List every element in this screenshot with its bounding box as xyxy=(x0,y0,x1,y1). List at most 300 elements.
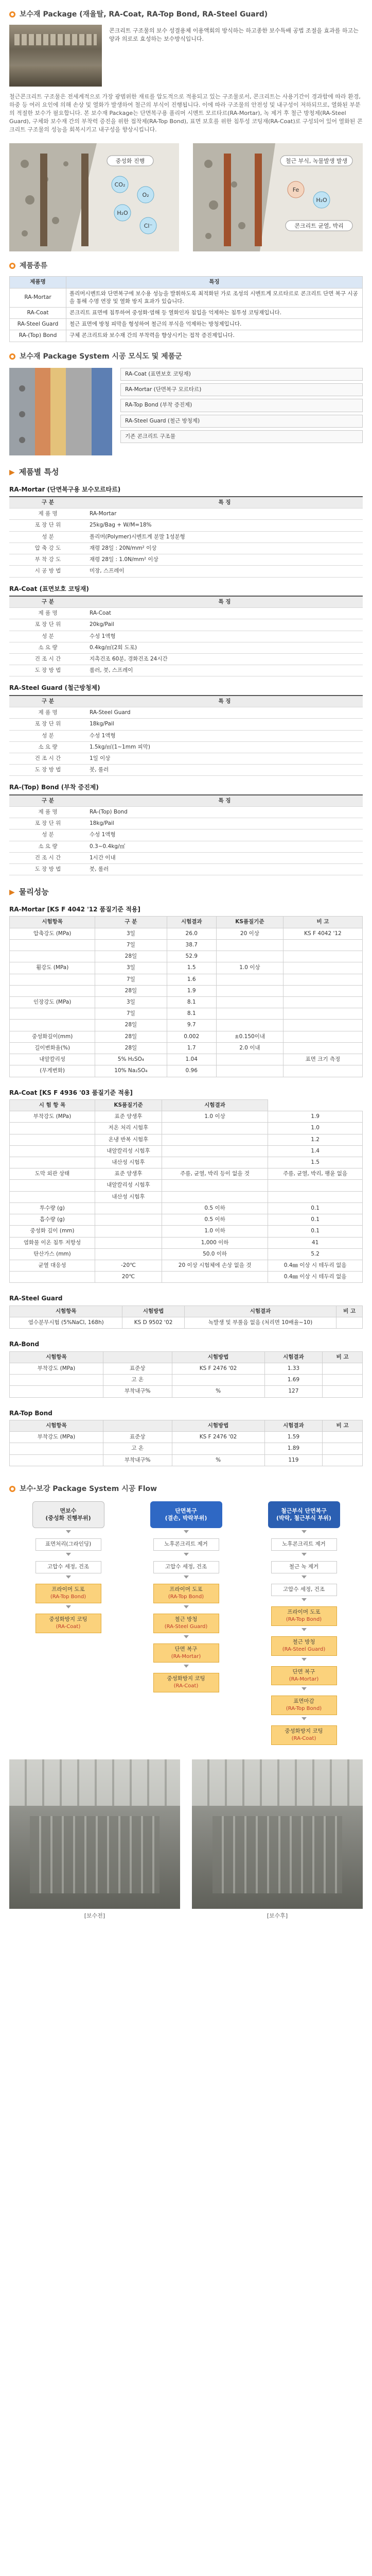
flow-head-title: 단면복구 xyxy=(175,1507,197,1514)
perf-cell: 28일 xyxy=(95,985,167,996)
flow-step-product: (RA-Mortar) xyxy=(289,1676,319,1682)
perf-cell: 길이변화율(%) xyxy=(10,1042,95,1054)
perf-header-cell: 시 험 항 목 xyxy=(10,1099,95,1111)
photo-before-wrap xyxy=(9,1759,180,1920)
perf-header-cell: 시험항목 xyxy=(10,1306,122,1317)
perf-header-cell: 비 고 xyxy=(323,1420,363,1431)
spec-row xyxy=(9,707,363,719)
perf-cell xyxy=(323,1432,363,1443)
system-schematic xyxy=(9,368,112,455)
perf-cell xyxy=(162,1191,268,1202)
perf-header-cell: 시험결과 xyxy=(162,1099,268,1111)
spec-key: 압 축 강 도 xyxy=(9,543,86,554)
products-table xyxy=(9,276,363,342)
perf-row xyxy=(10,951,363,962)
perf-cell: 0.1 xyxy=(268,1214,363,1226)
perf-cell: 3일 xyxy=(95,997,167,1008)
spec-key: 포 장 단 위 xyxy=(9,719,86,730)
flow-step xyxy=(153,1561,219,1573)
flow-step-label: 표면처리(그라인딩) xyxy=(45,1541,92,1548)
perf-cell: 도막 외관 상태 xyxy=(10,1168,95,1180)
perf-cell: 50.0 이하 xyxy=(162,1248,268,1260)
perf-cell: 1.89 xyxy=(264,1443,323,1454)
perf-cell xyxy=(10,1020,95,1031)
photos-row xyxy=(9,1759,363,1920)
flow-step-label: 프라이머 도포 xyxy=(51,1586,85,1593)
perf-cell xyxy=(283,1020,362,1031)
perf-header-cell: 시험방법 xyxy=(172,1420,264,1431)
flow-step-label: 프라이머 도포 xyxy=(287,1609,321,1616)
diag-right-label-0: 철근 부식, 녹물발생 발생 xyxy=(285,157,348,164)
perf-cell: 표준 양생후 xyxy=(95,1168,162,1180)
photo-before-caption: [보수전] xyxy=(84,1912,105,1919)
perf-cell: 0.5 이하 xyxy=(162,1214,268,1226)
arrow-down-icon xyxy=(302,1575,307,1579)
spec-value: 붓, 롤러 xyxy=(86,864,363,875)
perf-cell xyxy=(283,1065,362,1077)
perf-cell: ±0.150이내 xyxy=(216,1031,283,1042)
flow-step-label: 노후콘크리트 제거 xyxy=(164,1541,208,1548)
flow-step xyxy=(153,1584,219,1603)
perf-cell: 표준상 xyxy=(103,1432,172,1443)
perf-cell: KS F 2476 '02 xyxy=(172,1432,264,1443)
spec-title: RA-Mortar (단면복구용 보수모르타르) xyxy=(9,485,121,493)
spec-key: 건 조 시 간 xyxy=(9,753,86,764)
perf-cell: 투수량 (g) xyxy=(10,1202,95,1214)
perf-row xyxy=(10,1375,363,1386)
perf-cell: 1.04 xyxy=(167,1054,216,1065)
products-header-desc: 특징 xyxy=(66,277,363,288)
system-layer: 기존 콘크리트 구조물 xyxy=(120,430,363,443)
perf-cell: 5% H₂SO₄ xyxy=(95,1054,167,1065)
spec-row xyxy=(9,642,363,653)
flow-step-label: 철근 방청 xyxy=(174,1616,198,1622)
perf-cell: 표준상 xyxy=(103,1363,172,1374)
perf-cell: 내산성 시험후 xyxy=(95,1191,162,1202)
spec-value: 수성 1액형 xyxy=(86,631,363,642)
perf-table xyxy=(9,1099,363,1283)
arrow-down-icon xyxy=(184,1605,189,1608)
spec-key: 소 요 량 xyxy=(9,642,86,653)
spec-value: 20kg/Pail xyxy=(86,619,363,631)
arrow-down-icon xyxy=(302,1530,307,1533)
perf-cell: 고 온 xyxy=(103,1375,172,1386)
flow-column xyxy=(25,1501,112,1745)
spec-header-row xyxy=(9,596,363,608)
arrow-down-icon xyxy=(302,1553,307,1556)
flow-step xyxy=(36,1561,101,1573)
spec-row xyxy=(9,566,363,577)
spec-row xyxy=(9,554,363,566)
spec-table xyxy=(9,496,363,578)
spec-value: RA-Coat xyxy=(86,608,363,619)
perf-header-row xyxy=(10,917,363,928)
flow-step-product: (RA-Top Bond) xyxy=(50,1594,86,1600)
perf-cell: 1.4 xyxy=(268,1145,363,1157)
flow-step xyxy=(153,1673,219,1692)
perf-cell xyxy=(10,985,95,996)
flow-column-head xyxy=(32,1501,104,1528)
perf-cell xyxy=(10,1443,103,1454)
flow-step-label: 철근 방청 xyxy=(292,1638,315,1645)
spec-header-cell: 특 징 xyxy=(86,795,363,807)
system-heading-text: 보수재 Package System 시공 모식도 및 제품군 xyxy=(20,352,182,361)
perf-cell xyxy=(10,1454,103,1466)
flow-step-label: 노후콘크리트 제거 xyxy=(282,1541,326,1548)
perf-cell xyxy=(162,1123,268,1134)
flow-column xyxy=(260,1501,348,1745)
diagram-row xyxy=(9,143,363,251)
perf-cell xyxy=(10,1123,95,1134)
spec-row xyxy=(9,608,363,619)
perf-row xyxy=(10,997,363,1008)
perf-cell xyxy=(283,939,362,951)
spec-table xyxy=(9,695,363,776)
perf-cell xyxy=(283,985,362,996)
perf-row xyxy=(10,962,363,974)
perf-cell xyxy=(216,1020,283,1031)
spec-value: 재령 28일 : 1.0N/mm² 이상 xyxy=(86,554,363,566)
perf-cell: 1.5 xyxy=(167,962,216,974)
spec-value: 1시간 이내 xyxy=(86,852,363,863)
spec-value: 미장, 스프레이 xyxy=(86,566,363,577)
chevron-right-icon: ▶ xyxy=(9,468,15,477)
perf-cell: 1.7 xyxy=(167,1042,216,1054)
perf-cell: 20℃ xyxy=(95,1272,162,1283)
spec-key: 도 장 방 법 xyxy=(9,864,86,875)
diagram-right xyxy=(193,143,363,251)
perf-cell xyxy=(323,1375,363,1386)
perf-cell xyxy=(283,974,362,985)
perf-header-cell: 비 고 xyxy=(323,1351,363,1363)
perf-row xyxy=(10,928,363,939)
flow-step-label: 단면 복구 xyxy=(292,1668,315,1675)
spec-row xyxy=(9,509,363,520)
flow-step-label: 프라이머 도포 xyxy=(169,1586,203,1593)
bullet-circle-icon xyxy=(9,1486,15,1492)
perf-cell xyxy=(162,1145,268,1157)
perf-row xyxy=(10,1272,363,1283)
flow-step-product: (RA-Top Bond) xyxy=(286,1617,322,1623)
perf-table xyxy=(9,916,363,1077)
spec-value: 붓, 롤러 xyxy=(86,765,363,776)
system-box xyxy=(9,368,363,455)
perf-cell xyxy=(162,1272,268,1283)
spec-header-cell: 구 분 xyxy=(9,795,86,807)
perf-row xyxy=(10,1202,363,1214)
specs-heading xyxy=(9,467,363,478)
arrow-down-icon xyxy=(66,1575,71,1579)
flow-column-head xyxy=(150,1501,222,1528)
perf-title: RA-Mortar [KS F 4042 '12 품질기준 적용] xyxy=(9,906,140,913)
perf-header-cell: 시험결과 xyxy=(184,1306,336,1317)
perf-cell xyxy=(162,1180,268,1191)
product-desc: 폴리머시멘트와 단면복구에 보수용 성능을 발휘하도록 최적화된 가로 조성의 시멘트계 모르타르로 콘크리트 단면 복구 시공을 통해 수명 연장 및 열화 방지 효과가 있습니다. xyxy=(66,288,363,307)
photo-before xyxy=(9,1759,180,1909)
perf-cell: 28일 xyxy=(95,1020,167,1031)
perf-cell xyxy=(216,1008,283,1020)
perf-row xyxy=(10,1020,363,1031)
perf-cell: 41 xyxy=(268,1237,363,1248)
perf-cell: (무게변화) xyxy=(10,1065,95,1077)
flow-step-product: (RA-Coat) xyxy=(56,1624,81,1630)
perf-cell xyxy=(95,1214,162,1226)
products-body xyxy=(10,288,363,342)
products-header-name: 제품명 xyxy=(10,277,66,288)
perf-cell: 3일 xyxy=(95,962,167,974)
perf-row xyxy=(10,1191,363,1202)
perf-cell xyxy=(10,939,95,951)
perf-header-cell: 비 고 xyxy=(283,917,362,928)
flow-step-product: (RA-Mortar) xyxy=(171,1653,201,1659)
perf-header-row xyxy=(10,1351,363,1363)
perf-cell: 28일 xyxy=(95,1042,167,1054)
perf-cell: 1.2 xyxy=(268,1134,363,1145)
perf-cell xyxy=(10,1191,95,1202)
perf-table xyxy=(9,1306,363,1329)
perf-cell: KS F 2476 '02 xyxy=(172,1363,264,1374)
perf-row xyxy=(10,1214,363,1226)
product-name: RA-Mortar xyxy=(10,288,66,307)
perf-header-cell: KS품질기준 xyxy=(95,1099,162,1111)
perf-cell: 내알칼리성 xyxy=(10,1054,95,1065)
flow-chart xyxy=(9,1501,363,1745)
perf-cell: 0.4㎜ 이상 시 테두리 없음 xyxy=(268,1260,363,1271)
perf-cell xyxy=(283,1042,362,1054)
system-layer: RA-Mortar (단면복구 모르타르) xyxy=(120,383,363,396)
spec-value: RA-Mortar xyxy=(86,509,363,520)
spec-key: 부 착 강 도 xyxy=(9,554,86,566)
perf-cell: 1.9 xyxy=(167,985,216,996)
perf-cell xyxy=(216,1065,283,1077)
spec-row xyxy=(9,719,363,730)
perf-cell: 흡수량 (g) xyxy=(10,1214,95,1226)
system-layer: RA-Steel Guard (철근 방청제) xyxy=(120,415,363,428)
spec-row xyxy=(9,619,363,631)
diag-left-label-1: CO₂ xyxy=(114,181,126,188)
perf-row xyxy=(10,1042,363,1054)
perf-cell: 중성화깊이(mm) xyxy=(10,1031,95,1042)
flow-step-label: 고압수 세정, 건조 xyxy=(47,1564,89,1570)
spec-key: 성 분 xyxy=(9,531,86,543)
flow-head-sub: (중성화 진행부위) xyxy=(45,1515,91,1522)
perf-cell: 고 온 xyxy=(103,1443,172,1454)
spec-header-cell: 특 징 xyxy=(86,596,363,608)
flow-step-label: 중성화방지 코팅 xyxy=(167,1675,205,1682)
perf-cell xyxy=(283,1031,362,1042)
perf-row xyxy=(10,1054,363,1065)
perf-cell xyxy=(10,1145,95,1157)
spec-key: 성 분 xyxy=(9,829,86,841)
spec-key: 소 요 량 xyxy=(9,841,86,852)
perf-header-row xyxy=(10,1306,363,1317)
perf-row xyxy=(10,1248,363,1260)
perf-cell: 119 xyxy=(264,1454,323,1466)
spec-row xyxy=(9,665,363,676)
flow-step-product: (RA-Steel Guard) xyxy=(282,1647,326,1653)
perf-cell: 주름, 균열, 박리, 팽윤 없음 xyxy=(268,1168,363,1180)
perf-container xyxy=(9,905,363,1470)
corrosion-diagram xyxy=(193,143,363,251)
spec-table xyxy=(9,596,363,677)
spec-key: 포 장 단 위 xyxy=(9,619,86,631)
perf-cell xyxy=(323,1443,363,1454)
flow-step xyxy=(153,1643,219,1663)
perf-cell: 압축강도 (MPa) xyxy=(10,928,95,939)
perf-cell xyxy=(10,1134,95,1145)
perf-row xyxy=(10,1123,363,1134)
perf-header-cell: 시험결과 xyxy=(167,917,216,928)
spec-header-cell: 특 징 xyxy=(86,696,363,707)
spec-table xyxy=(9,794,363,876)
perf-cell xyxy=(283,951,362,962)
perf-cell: 부착강도 (MPa) xyxy=(10,1363,103,1374)
system-heading xyxy=(9,351,363,362)
perf-cell: 7일 xyxy=(95,1008,167,1020)
flow-head-sub: (결손, 박락부위) xyxy=(165,1515,207,1522)
perf-cell: 1.0 이하 xyxy=(162,1226,268,1237)
perf-row xyxy=(10,1168,363,1180)
spec-value: 0.3~0.4kg/㎡ xyxy=(86,841,363,852)
flow-step xyxy=(36,1584,101,1603)
flow-head-title: 철근부식 단면복구 xyxy=(281,1507,327,1514)
diag-left-label-3: H₂O xyxy=(117,209,128,216)
flow-step-product: (RA-Steel Guard) xyxy=(164,1624,208,1630)
flow-step xyxy=(271,1696,337,1715)
spec-row xyxy=(9,654,363,665)
photo-after-caption: [보수후] xyxy=(267,1912,288,1919)
page xyxy=(0,9,372,1941)
perf-cell: KS F 4042 '12 xyxy=(283,928,362,939)
perf-cell: 표준 양생후 xyxy=(95,1111,162,1123)
perf-row xyxy=(10,1031,363,1042)
perf-cell xyxy=(268,1191,363,1202)
perf-cell xyxy=(95,1202,162,1214)
product-name: RA-(Top) Bond xyxy=(10,330,66,342)
bullet-circle-icon xyxy=(9,263,15,269)
spec-key: 도 장 방 법 xyxy=(9,665,86,676)
perf-cell xyxy=(162,1134,268,1145)
perf-cell: 2.0 이내 xyxy=(216,1042,283,1054)
diag-right-label-3: 콘크리트 균열, 박리 xyxy=(294,222,344,229)
products-row xyxy=(10,307,363,318)
perf-cell xyxy=(10,974,95,985)
perf-cell: 28일 xyxy=(95,951,167,962)
perf-header-row xyxy=(10,1420,363,1431)
intro-block xyxy=(9,25,363,87)
perf-header-cell: 비 고 xyxy=(336,1306,363,1317)
perf-cell: 20 이상 xyxy=(216,928,283,939)
perf-cell: 0.002 xyxy=(167,1031,216,1042)
perf-cell xyxy=(216,985,283,996)
perf-cell xyxy=(10,1272,95,1283)
perf-cell: KS D 9502 '02 xyxy=(122,1317,184,1329)
perf-cell xyxy=(10,1386,103,1397)
spec-row xyxy=(9,741,363,753)
perf-cell: 염수분무시험 (5%NaCl, 168h) xyxy=(10,1317,122,1329)
diagram-left xyxy=(9,143,179,251)
perf-cell xyxy=(216,951,283,962)
flow-step-label: 중성화방지 코팅 xyxy=(49,1616,87,1622)
product-name: RA-Steel Guard xyxy=(10,319,66,330)
arrow-down-icon xyxy=(184,1553,189,1556)
arrow-down-icon xyxy=(184,1575,189,1579)
perf-cell xyxy=(216,1054,283,1065)
perf-row xyxy=(10,1180,363,1191)
perf-cell: 내알칼리성 시험후 xyxy=(95,1145,162,1157)
perf-row xyxy=(10,974,363,985)
perf-header-cell: 시험항목 xyxy=(10,1351,103,1363)
spec-row xyxy=(9,818,363,829)
perf-header-cell: 시험방법 xyxy=(172,1351,264,1363)
photo-after xyxy=(192,1759,363,1909)
perf-row xyxy=(10,1363,363,1374)
flow-step xyxy=(153,1538,219,1551)
intro-heading-text: 보수재 Package (재율탈, RA-Coat, RA-Top Bond, RA-Steel Guard) xyxy=(20,10,268,19)
flow-step-product: (RA-Top Bond) xyxy=(286,1706,322,1712)
perf-cell: 1.0 이상 xyxy=(162,1111,268,1123)
perf-cell: 내알칼리성 시험후 xyxy=(95,1180,162,1191)
perf-row xyxy=(10,1443,363,1454)
perf-cell xyxy=(10,951,95,962)
spec-row xyxy=(9,841,363,852)
products-row xyxy=(10,288,363,307)
spec-value: RA-(Top) Bond xyxy=(86,807,363,818)
perf-cell: 10% Na₂SO₄ xyxy=(95,1065,167,1077)
perf-cell xyxy=(95,1237,162,1248)
spec-key: 제 품 명 xyxy=(9,509,86,520)
spec-row xyxy=(9,852,363,863)
flow-column-head xyxy=(268,1501,340,1528)
flow-step xyxy=(271,1606,337,1626)
perf-cell: 저온 처리 시험후 xyxy=(95,1123,162,1134)
flow-step-label: 단면 복구 xyxy=(174,1646,198,1652)
perf-cell: 인장강도 (MPa) xyxy=(10,997,95,1008)
perf-title: RA-Coat [KS F 4936 '03 품질기준 적용] xyxy=(9,1089,133,1096)
perf-cell: 7일 xyxy=(95,974,167,985)
spec-row xyxy=(9,531,363,543)
spec-key: 성 분 xyxy=(9,730,86,741)
perf-cell: 5.2 xyxy=(268,1248,363,1260)
perf-cell xyxy=(283,997,362,1008)
perf-cell: 염화물 이온 침투 저항성 xyxy=(10,1237,95,1248)
specs-heading-text: 제품별 특성 xyxy=(19,467,59,477)
spec-value: RA-Steel Guard xyxy=(86,707,363,719)
product-desc: 구체 콘크리트와 보수재 간의 부착력을 향상시키는 접착 증진제입니다. xyxy=(66,330,363,342)
photo-after-wrap xyxy=(192,1759,363,1920)
spec-row xyxy=(9,520,363,531)
arrow-down-icon xyxy=(302,1717,307,1720)
perf-cell xyxy=(283,1008,362,1020)
flow-step xyxy=(271,1561,337,1573)
spec-key: 건 조 시 간 xyxy=(9,654,86,665)
perf-cell: 1.0 xyxy=(268,1123,363,1134)
spec-value: 1.5kg/㎡(1~1mm 피막) xyxy=(86,741,363,753)
perf-row xyxy=(10,1111,363,1123)
perf-cell: 3일 xyxy=(95,928,167,939)
arrow-down-icon xyxy=(302,1658,307,1661)
perf-header-cell xyxy=(103,1420,172,1431)
spec-header-cell: 구 분 xyxy=(9,696,86,707)
perf-cell xyxy=(95,1248,162,1260)
perf-cell: 탄산가스 (mm) xyxy=(10,1248,95,1260)
product-name: RA-Coat xyxy=(10,307,66,318)
arrow-down-icon xyxy=(302,1687,307,1690)
perf-cell: 9.7 xyxy=(167,1020,216,1031)
perf-cell xyxy=(323,1386,363,1397)
perf-cell: 0.96 xyxy=(167,1065,216,1077)
perf-cell: 1.9 xyxy=(268,1111,363,1123)
